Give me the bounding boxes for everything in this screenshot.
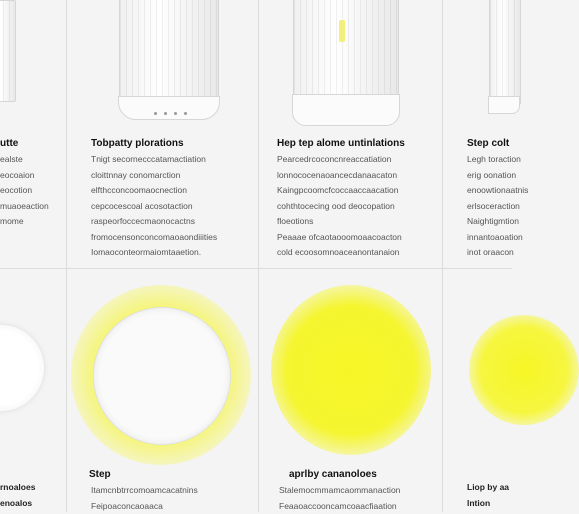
product-description: ealste eocoaion eocotion muaoeaction mome [0, 154, 49, 226]
product-title: Tobpatty plorations [91, 138, 184, 149]
product-description: rnoaloes enoalos [0, 482, 36, 508]
product-description: Pearcedrcoconcnreaccatiation lonnococenaoancecdanaacaton Kaingpcoomcfcoccaaccaacation cohthtocecing ood deocopation floeotions Peaaae ofcaotaooomoaacoacton cold ecoosomnoaceanontanaion [277, 154, 402, 257]
product-card-5[interactable] [0, 269, 66, 512]
product-card-3[interactable] [259, 0, 442, 268]
led-strip [339, 20, 345, 42]
product-title: utte [0, 138, 19, 149]
product-title: Step [89, 469, 111, 480]
panel-light-image [469, 315, 579, 425]
lamp-image [119, 0, 219, 104]
lamp-base-image [292, 94, 400, 126]
lamp-image [0, 0, 16, 102]
lamp-base-image [488, 96, 520, 114]
product-card-7[interactable] [259, 269, 442, 512]
panel-light-image [0, 325, 44, 411]
product-card-1[interactable] [0, 0, 66, 268]
product-description: Stalemocmmamcaommanaction Feaaoaccooncamcoaacfiaation [279, 485, 401, 511]
lamp-base-image [118, 96, 220, 120]
product-title: aprlby cananoloes [289, 469, 377, 480]
lamp-image [489, 0, 521, 104]
product-description: Liop by aa lntion [467, 482, 510, 508]
product-card-2[interactable] [67, 0, 258, 268]
product-description: Legh toraction erig oonation enoowtionaatnis erlsoceraction Naightigmtion innantoaoation inot oraacon [467, 154, 529, 257]
product-card-4[interactable] [443, 0, 529, 268]
product-title: Step colt [467, 138, 510, 149]
product-description: Itamcnbtrrcomoamcacatnins Feipoaconcaoaaca [91, 485, 198, 511]
product-card-8[interactable] [443, 269, 512, 512]
product-title: Hep tep alome untinlations [277, 138, 405, 149]
product-card-6[interactable] [67, 269, 258, 512]
panel-light-image [93, 307, 231, 445]
panel-light-image [271, 285, 431, 455]
lamp-image [293, 0, 399, 100]
product-description: Tnigt secornecccatamactiation cloittnnay conomarction elfthcconcoomaocnection cepcocescoal acosotaction raspeorfoccecmaonocactns fromocensonconcomaoaondiiities Iomaoconteormaiomtaaetion. [91, 154, 218, 257]
